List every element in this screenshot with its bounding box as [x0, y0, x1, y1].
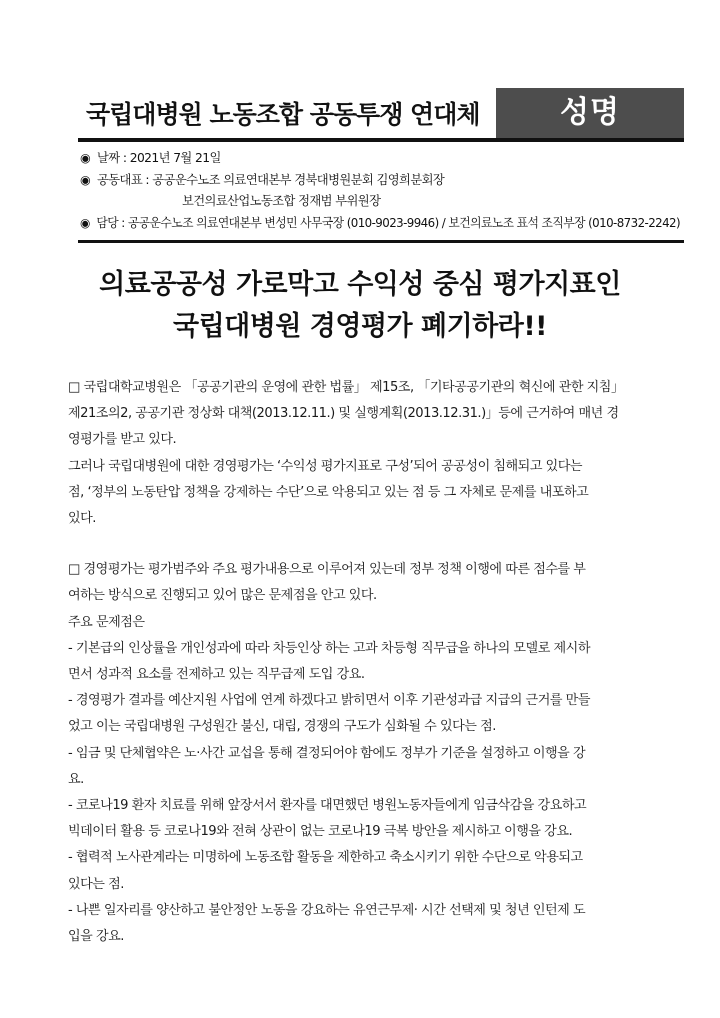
body-line: 영평가를 받고 있다.	[68, 432, 177, 448]
title-line-1: 의료공공성 가로막고 수익성 중심 평가지표인	[99, 269, 621, 300]
body-line: - 협력적 노사관계라는 미명하에 노동조합 활동을 제한하고 축소시키기 위한 수단으로 악용되고	[68, 850, 583, 866]
body-line: 입을 강요.	[68, 929, 124, 945]
paragraph-gap	[68, 532, 654, 557]
meta-divider	[78, 240, 684, 243]
body-line: - 임금 및 단체협약은 노·사간 교섭을 통해 결정되어야 함에도 정부가 기준을 설정하고 이행을 강	[68, 745, 586, 761]
organization-title: 국립대병원 노동조합 공동투쟁 연대체	[86, 100, 480, 129]
body-line: 있다는 점.	[68, 876, 124, 892]
body-line: □ 국립대학교병원은 「공공기관의 운영에 관한 법률」 제15조, 「기타공공기관의 혁신에 관한 지침」	[68, 380, 624, 395]
title-line-2: 국립대병원 경영평가 폐기하라!!	[173, 311, 547, 342]
paragraph-1	[68, 375, 654, 454]
statement-body	[68, 375, 654, 950]
bullet-icon: ◉	[80, 172, 91, 187]
body-line: - 기본급의 인상률을 개인성과에 따라 차등인상 하는 고과 차등형 직무급을 하나의 모델로 제시하	[68, 640, 590, 656]
body-line: 제21조의2, 공공기관 정상화 대책(2013.12.11.) 및 실행계획(2013.12.31.)」등에 근거하여 매년 경	[68, 406, 619, 422]
body-line: 빅데이터 활용 등 코로나19와 전혀 상관이 없는 코로나19 극복 방안을 제시하고 이행을 강요.	[68, 824, 573, 840]
body-line: 었고 이는 국립대병원 구성원간 불신, 대립, 경쟁의 구도가 심화될 수 있다는 점.	[68, 719, 496, 735]
body-line: 주요 문제점은	[68, 614, 145, 630]
paragraph-2	[68, 454, 654, 533]
representative-text: 공동대표 : 공공운수노조 의료연대본부 경북대병원분회 김영희분회장	[97, 172, 445, 187]
body-line: 요.	[68, 771, 84, 787]
contact-line	[80, 213, 681, 238]
body-line: - 코로나19 환자 치료를 위해 앞장서서 환자를 대면했던 병원노동자들에게 임금삭감을 강요하고	[68, 798, 587, 814]
body-line: 있다.	[68, 511, 96, 527]
date-line	[80, 148, 684, 170]
representative-line	[80, 170, 684, 192]
bullet-icon: ◉	[80, 215, 90, 230]
statement-badge: 성명	[496, 88, 684, 138]
body-line: □ 경영평가는 평가범주와 주요 평가내용으로 이루어져 있는데 정부 정책 이행에 따른 점수를 부	[68, 562, 586, 578]
body-line: 면서 성과적 요소를 전제하고 있는 직무급제 도입 강요.	[68, 667, 365, 683]
meta-info	[80, 148, 684, 237]
body-line: 점, ‘정부의 노동탄압 정책을 강제하는 수단’으로 악용되고 있는 점 등 그 자체로 문제를 내포하고	[68, 484, 589, 500]
date-text: 날짜 : 2021년 7월 21일	[97, 151, 221, 165]
statement-header	[78, 88, 684, 142]
body-line: 그러나 국립대병원에 대한 경영평가는 ‘수익성 평가지표로 구성’되어 공공성이 침해되고 있다는	[68, 458, 583, 474]
body-line: - 나쁜 일자리를 양산하고 불안정안 노동을 강요하는 유연근무제· 시간 선택제 및 청년 인턴제 도	[68, 902, 586, 918]
representative-line-2: 보건의료산업노동조합 정재범 부위원장	[182, 194, 381, 208]
bullet-icon: ◉	[80, 151, 91, 165]
body-line: 여하는 방식으로 진행되고 있어 많은 문제점을 안고 있다.	[68, 588, 377, 604]
body-line: - 경영평가 결과를 예산지원 사업에 연계 하겠다고 밝히면서 이후 기관성과급 지급의 근거를 만들	[68, 693, 590, 709]
contact-text: 담당 : 공공운수노조 의료연대본부 변성민 사무국장 (010-9023-9946) / 보건의료노조 표석 조직부장 (010-8732-2242)	[96, 215, 681, 230]
paragraph-3	[68, 557, 654, 950]
statement-title	[40, 264, 680, 348]
